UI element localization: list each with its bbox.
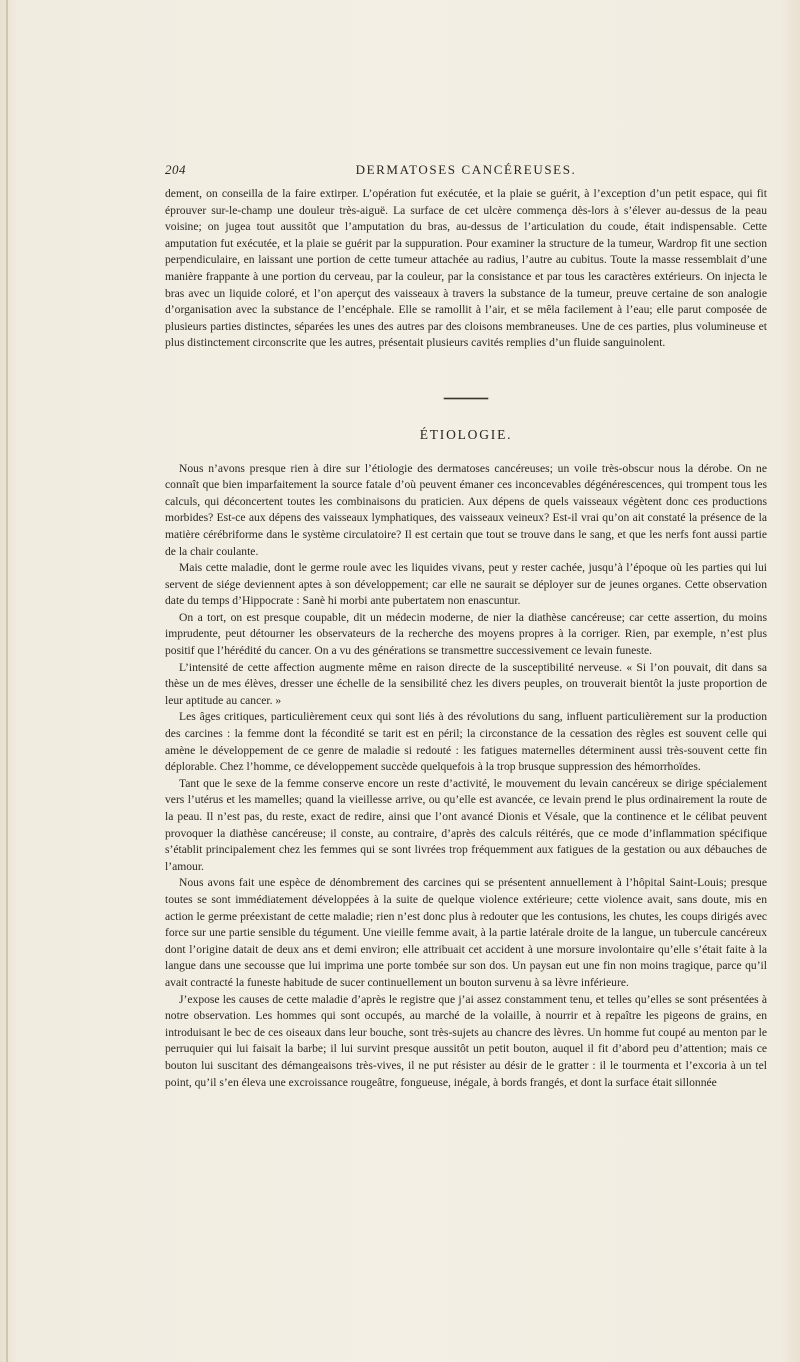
paragraph: On a tort, on est presque coupable, dit un médecin moderne, de nier la diathèse cancéreuse; car cette assertion, du moins imprudente, peut détourner les observateurs de la recherche des moyens propres à la corriger. Rien, par exemple, n’est plus positif que l’hérédité du cancer. On a vu des générations se transmettre successivement ce levain funeste. — [165, 610, 767, 658]
paragraph: Mais cette maladie, dont le germe roule avec les liquides vivans, peut y rester cachée, jusqu’à l’époque où les parties qui lui servent de siége deviennent aptes à son développement; car elle ne saurait se déployer sur de jeunes organes. Cette observation date du temps d’Hippocrate : Sanè hi morbi ante pubertatem non enascuntur. — [165, 561, 767, 608]
paragraph: Nous n’avons presque rien à dire sur l’étiologie des dermatoses cancéreuses; un voile très-obscur nous la dérobe. On ne connaît que bien imparfaitement la source fatale d’où peuvent émaner ces inconcevables dégénérescences, qui trompent tous les calculs, qui déconcertent toutes les combinaisons du praticien. Aux dépens de quels vaisseaux végètent donc ces productions morbides? Est-ce aux dépens des vaisseaux lymphatiques, des vaisseaux veineux? Est-il vrai qu’on ait constaté la présence de la matière cérébriforme dans le système circulatoire? Il est certain que tout se trouve dans le sang, et que les nerfs font aussi partie de la chair coulante. — [165, 461, 767, 558]
page-edge — [6, 0, 8, 1362]
paragraph: Les âges critiques, particulièrement ceux qui sont liés à des révolutions du sang, influent particulièrement sur la production des carcines : la femme dont la fécondité se tarit est en péril; la circonstance de la cessation des règles est souvent celle qui amène le développement de ce genre de maladie si redouté : les fatigues maternelles déterminent aussi très-souvent cette fin déplorable. Chez l’homme, ce développement succède quelquefois à la trop brusque suppression des hémorrhoïdes. — [165, 710, 767, 774]
running-title: DERMATOSES CANCÉREUSES. — [355, 162, 577, 177]
paragraph: Nous avons fait une espèce de dénombrement des carcines qui se présentent annuellement à l’hôpital Saint-Louis; presque toutes se sont immédiatement développées à la suite de quelque violence extérieure; cette violence avait, sans doute, mis en action le germe préexistant de cette maladie; rien n’est donc plus à redouter que les contusions, les chutes, les coups dirigés avec force sur une partie sensible du tégument. Une vieille femme avait, à la partie latérale droite de la langue, un tubercule cancéreux dont l’origine datait de deux ans et demi environ; elle attribuait cet accident à une morsure involontaire qu’elle s’était faite à la langue dans une secousse que lui imprima une porte tombée sur son dos. Un paysan eut une fin non moins tragique, parce qu’il avait contracté la funeste habitude de sucer continuellement un bouton survenu à sa lèvre inférieure. — [165, 876, 767, 989]
paragraph: J’expose les causes de cette maladie d’après le registre que j’ai assez constamment tenu, et telles qu’elles se sont présentées à notre observation. Les hommes qui sont occupés, au marché de la volaille, à nourrir et à repaître les pigeons de grains, en introduisant le bec de ces oiseaux dans leur bouche, sont très-sujets au chancre des lèvres. Un homme fut coupé au menton par le perruquier qui lui faisait la barbe; il lui survint presque aussitôt un petit bouton, auquel il fit d’abord peu d’attention; mais ce bouton lui suscitant des démangeaisons très-vives, il ne put résister au désir de le gratter : il le tourmenta et l’excoria à un tel point, qu’il s’en éleva une excroissance rougeâtre, fongueuse, inégale, à bords frangés, et dont la surface était sillonnée — [165, 992, 767, 1089]
text-block — [165, 162, 767, 1091]
section-divider — [444, 398, 488, 399]
section-title: ÉTIOLOGIE. — [419, 426, 513, 442]
intro-paragraph: dement, on conseilla de la faire extirper. L’opération fut exécutée, et la plaie se guérit, à l’exception d’un petit espace, qui fit éprouver sur-le-champ une douleur très-aiguë. La surface de cet ulcère commença dès-lors à s’élever au-dessus de la peau voisine; on jugea tout aussitôt que l’amputation du bras, au-dessus de l’articulation du coude, était indispensable. Cette amputation fut exécutée, et la plaie se guérit par la suppuration. Pour examiner la structure de la tumeur, Wardrop fit une section perpendiculaire, en laissant une portion de cette tumeur attachée au radius, l’autre au cubitus. Toute la masse ressemblait d’une manière frappante à une portion du cerveau, par la couleur, par la consistance et par tous les caractères extérieurs. On injecta le bras avec un liquide coloré, et l’on aperçut des vaisseaux à travers la substance de la tumeur, preuve certaine de son analogie d’organisation avec la substance de l’encéphale. Elle se ramollit à l’air, et se mêla facilement à l’eau; elle parut composée de plusieurs parties distinctes, séparées les unes des autres par des cloisons membraneuses. Une de ces parties, plus volumineuse et plus distinctement circonscrite que les autres, présentait plusieurs cavités remplies d’un fluide sanguinolent. — [165, 187, 767, 350]
paragraph: Tant que le sexe de la femme conserve encore un reste d’activité, le mouvement du levain cancéreux se dirige spécialement vers l’utérus et les mamelles; quand la vieillesse arrive, ou qu’elle est avancée, ce levain prend le plus ordinairement la route de la peau. Il n’est pas, du reste, exact de redire, ainsi que l’ont avancé Dionis et Vésale, que la continence et le célibat peuvent provoquer la diathèse cancéreuse; il conste, au contraire, d’après des calculs réitérés, que ce mode d’inflammation spécifique s’établit principalement chez les femmes qui se sont livrées trop fréquemment aux fatigues de la gestation ou aux débauches de l’amour. — [165, 776, 767, 873]
page-number: 204 — [165, 162, 186, 177]
page-header — [165, 162, 767, 182]
paragraph: L’intensité de cette affection augmente même en raison directe de la susceptibilité nerveuse. « Si l’on pouvait, dit dans sa thèse un de mes élèves, dresser une échelle de la sensibilité chez les divers peuples, on trouverait bientôt la juste proportion de leur aptitude au cancer. » — [165, 660, 767, 707]
